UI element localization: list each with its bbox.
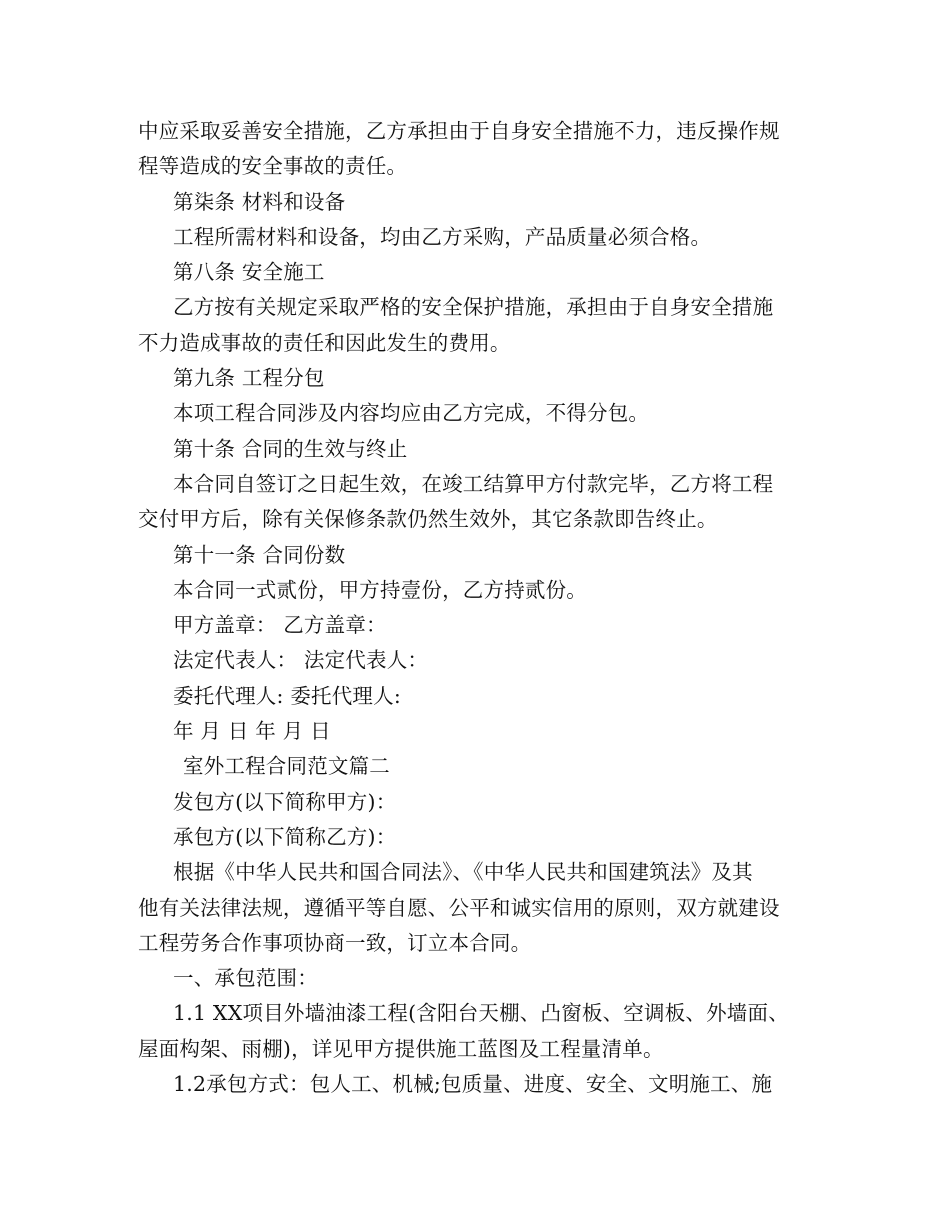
document-body: [138, 114, 818, 1102]
text-line: 他有关法律法规，遵循平等自愿、公平和诚实信用的原则，双方就建设: [138, 895, 780, 920]
text-line: 中应采取妥善安全措施，乙方承担由于自身安全措施不力，违反操作规: [138, 119, 780, 143]
text-line: 乙方按有关规定采取严格的安全保护措施，承担由于自身安全措施: [173, 295, 774, 320]
text-line: 程等造成的安全事故的责任。: [138, 154, 408, 179]
signature-line: 甲方盖章： 乙方盖章：: [173, 613, 387, 638]
text-line: 屋面构架、雨棚)，详见甲方提供施工蓝图及工程量清单。: [138, 1036, 664, 1061]
article-heading: 一、承包范围：: [173, 966, 318, 991]
section-title: 室外工程合同范文篇二: [183, 754, 390, 779]
text-line: 1.2承包方式：包人工、机械;包质量、进度、安全、文明施工、施: [173, 1072, 773, 1097]
signature-line: 法定代表人： 法定代表人：: [173, 648, 429, 673]
date-line: 年 月 日 年 月 日: [173, 719, 331, 744]
party-line: 发包方(以下简称甲方)：: [173, 789, 397, 814]
text-line: 1.1 XX项目外墙油漆工程(含阳台天棚、凸窗板、空调板、外墙面、: [173, 1001, 789, 1026]
text-line: 本项工程合同涉及内容均应由乙方完成，不得分包。: [173, 401, 650, 426]
article-heading: 第九条 工程分包: [173, 366, 325, 391]
text-line: 不力造成事故的责任和因此发生的费用。: [138, 330, 511, 355]
article-heading: 第柒条 材料和设备: [173, 189, 346, 214]
text-line: 本合同自签订之日起生效，在竣工结算甲方付款完毕，乙方将工程: [173, 471, 774, 496]
signature-line: 委托代理人: 委托代理人:: [173, 683, 401, 708]
text-line: 工程所需材料和设备，均由乙方采购，产品质量必须合格。: [173, 224, 712, 249]
text-line: 本合同一式贰份，甲方持壹份，乙方持贰份。: [173, 577, 587, 602]
article-heading: 第十条 合同的生效与终止: [173, 436, 408, 461]
party-line: 承包方(以下简称乙方)：: [173, 824, 397, 849]
article-heading: 第八条 安全施工: [173, 260, 325, 285]
text-line: 交付甲方后，除有关保修条款仍然生效外，其它条款即告终止。: [138, 507, 718, 532]
text-line: 工程劳务合作事项协商一致，订立本合同。: [138, 930, 532, 955]
text-line: 根据《中华人民共和国合同法》、《中华人民共和国建筑法》及其: [173, 860, 753, 885]
article-heading: 第十一条 合同份数: [173, 542, 346, 567]
